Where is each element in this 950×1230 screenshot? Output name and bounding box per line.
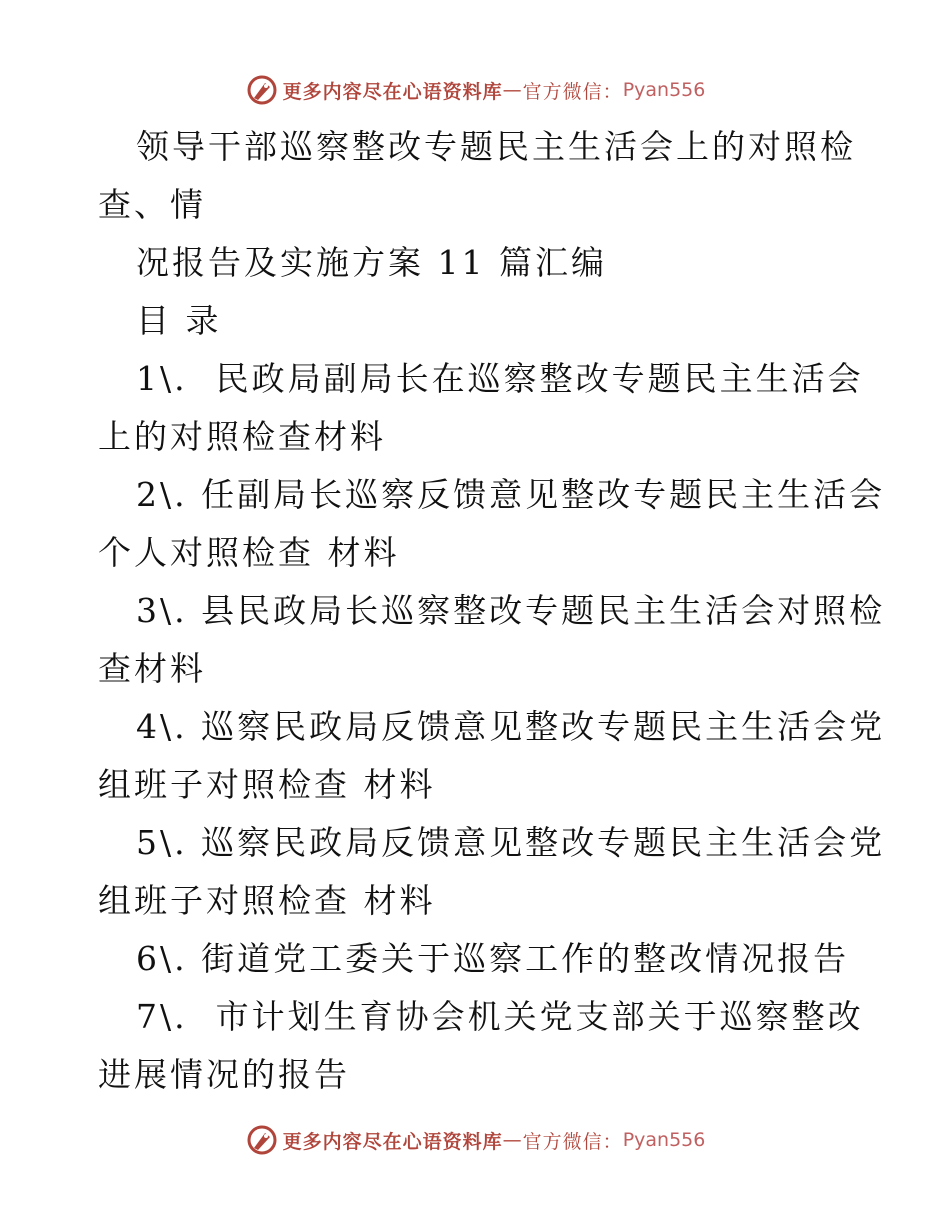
toc-item-text: 民政局副局长在巡察整改专题民主生活会 <box>215 359 864 398</box>
document-title-line-1: 领导干部巡察整改专题民主生活会上的对照检 <box>136 127 856 166</box>
toc-item-text: 街道党工委关于巡察工作的整改情况报告 <box>201 939 850 978</box>
toc-item-text-cont: 上的对照检查材料 <box>98 417 386 456</box>
pen-nib-logo-icon <box>245 1123 279 1157</box>
toc-item-4 <box>98 698 886 814</box>
toc-item-number: 7\. <box>136 997 188 1036</box>
toc-item-number: 5\. <box>136 823 188 862</box>
banner-dash: — <box>502 79 523 101</box>
toc-item-1 <box>98 350 864 466</box>
toc-item-2 <box>98 466 886 582</box>
toc-heading: 目 录 <box>136 301 222 340</box>
document-body <box>98 118 886 1104</box>
document-title-line-3: 况报告及实施方案 11 篇汇编 <box>136 243 607 282</box>
toc-item-text-cont: 进展情况的报告 <box>98 1055 350 1094</box>
brand-name: 更多内容尽在心语资料库 <box>282 80 503 103</box>
header-banner <box>0 70 950 110</box>
wechat-account: Pyan556 <box>622 79 706 101</box>
toc-item-text: 巡察民政局反馈意见整改专题民主生活会党 <box>201 707 886 746</box>
toc-item-text: 任副局长巡察反馈意见整改专题民主生活会 <box>201 475 886 514</box>
official-label: 官方微信： <box>522 1130 623 1153</box>
document-title-line-2: 查、情 <box>98 185 206 224</box>
toc-item-text-cont: 组班子对照检查 材料 <box>98 881 436 920</box>
toc-item-number: 3\. <box>136 591 188 630</box>
wechat-account: Pyan556 <box>622 1129 706 1151</box>
toc-item-text-cont: 组班子对照检查 材料 <box>98 765 436 804</box>
toc-item-number: 2\. <box>136 475 188 514</box>
toc-item-3 <box>98 582 886 698</box>
banner-dash: — <box>502 1129 523 1151</box>
toc-item-text-cont: 查材料 <box>98 649 206 688</box>
toc-item-number: 1\. <box>136 359 188 398</box>
toc-item-text: 市计划生育协会机关党支部关于巡察整改 <box>215 997 864 1036</box>
toc-item-number: 6\. <box>136 939 188 978</box>
official-label: 官方微信： <box>522 80 623 103</box>
toc-item-text: 县民政局长巡察整改专题民主生活会对照检 <box>201 591 886 630</box>
toc-item-number: 4\. <box>136 707 188 746</box>
footer-banner <box>0 1120 950 1160</box>
brand-name: 更多内容尽在心语资料库 <box>282 1130 503 1153</box>
toc-item-6 <box>98 930 858 988</box>
toc-item-text: 巡察民政局反馈意见整改专题民主生活会党 <box>201 823 886 862</box>
pen-nib-logo-icon <box>245 73 279 107</box>
toc-item-text-cont: 个人对照检查 材料 <box>98 533 400 572</box>
toc-item-5 <box>98 814 886 930</box>
toc-item-7 <box>98 988 864 1104</box>
